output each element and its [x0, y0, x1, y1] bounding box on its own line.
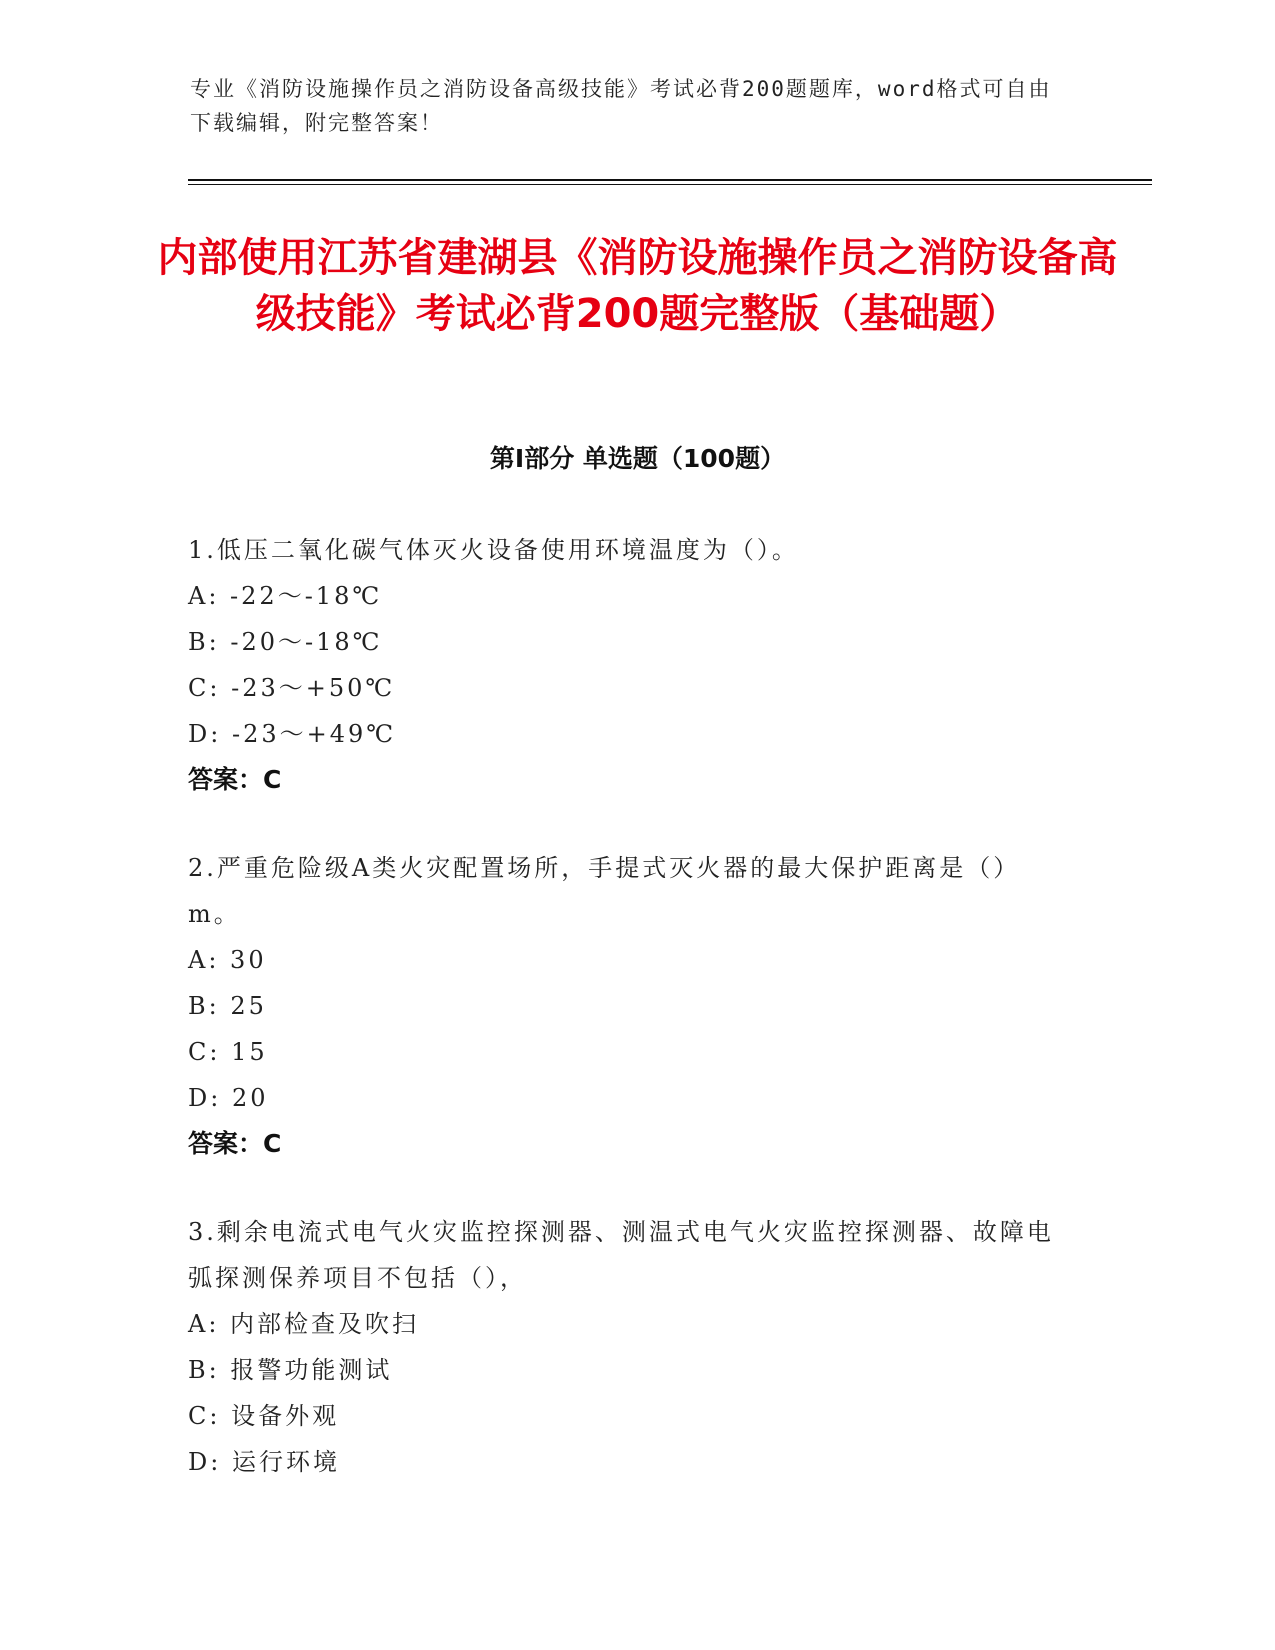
option-b: B: 25 — [188, 992, 267, 1020]
option-a: A: 30 — [188, 946, 267, 974]
option-d: D: -23～+49℃ — [188, 720, 397, 748]
question-2 — [188, 845, 1068, 1167]
question-stem: 2.严重危险级A类火灾配置场所，手提式灭火器的最大保护距离是（）m。 — [188, 854, 1021, 928]
option-c: C: 15 — [188, 1038, 268, 1066]
header-rule-thin — [188, 184, 1152, 185]
question-list — [188, 527, 1068, 1527]
document-title: 内部使用江苏省建湖县《消防设施操作员之消防设备高级技能》考试必背200题完整版（基础题） — [157, 235, 1118, 337]
option-b: B: -20～-18℃ — [188, 628, 383, 656]
answer: 答案：C — [188, 1129, 282, 1158]
header-rule-thick — [188, 179, 1152, 181]
question-stem: 3.剩余电流式电气火灾监控探测器、测温式电气火灾监控探测器、故障电弧探测保养项目不包括（）， — [188, 1218, 1054, 1292]
option-d: D: 20 — [188, 1084, 269, 1112]
section-heading: 第Ⅰ部分 单选题（100题） — [489, 444, 786, 473]
question-3 — [188, 1209, 1068, 1485]
question-1 — [188, 527, 1068, 803]
option-a: A: -22～-18℃ — [188, 582, 383, 610]
option-c: C: -23～+50℃ — [188, 674, 396, 702]
option-b: B: 报警功能测试 — [188, 1356, 393, 1384]
question-stem: 1.低压二氧化碳气体灭火设备使用环境温度为（）。 — [188, 536, 799, 564]
header-note: 专业《消防设施操作员之消防设备高级技能》考试必背200题题库，word格式可自由下载编辑，附完整答案！ — [190, 77, 1052, 135]
option-c: C: 设备外观 — [188, 1402, 340, 1430]
option-d: D: 运行环境 — [188, 1448, 340, 1476]
answer: 答案：C — [188, 765, 282, 794]
option-a: A: 内部检查及吹扫 — [188, 1310, 420, 1338]
